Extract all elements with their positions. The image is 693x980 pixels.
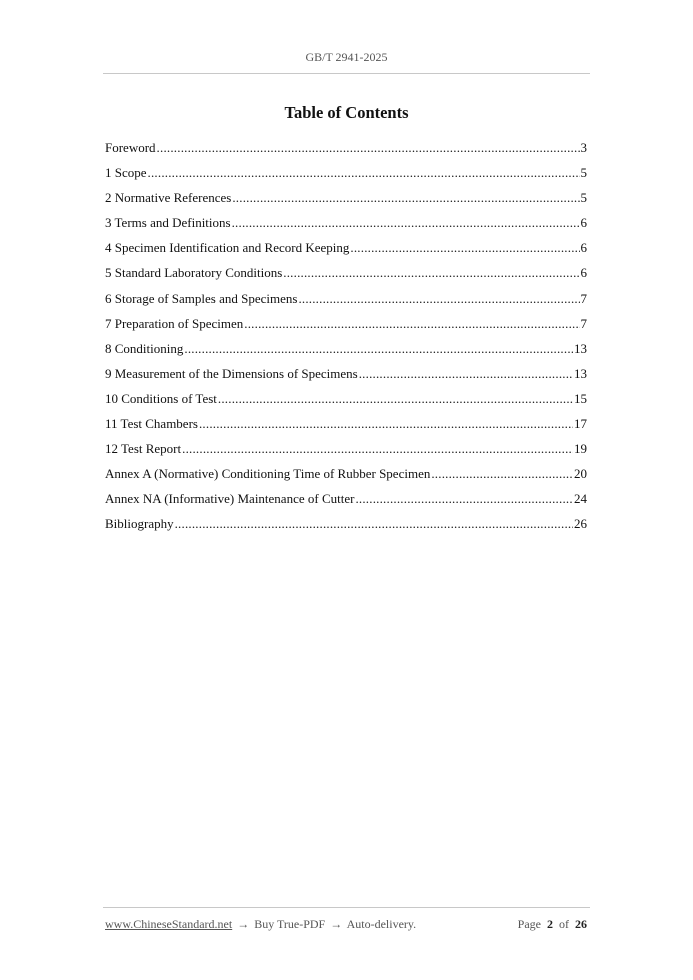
toc-entry-foreword[interactable]: [105, 140, 587, 165]
toc-entry-specimen-identification[interactable]: [105, 240, 587, 265]
dot-leader: [350, 240, 579, 256]
buy-true-pdf-text: Buy True-PDF: [254, 917, 326, 931]
page-of-word: of: [559, 917, 569, 931]
toc-entry-bibliography[interactable]: [105, 516, 587, 541]
toc-entry-label: 2 Normative References: [105, 190, 232, 206]
toc-entry-label: 12 Test Report: [105, 441, 182, 457]
page-total: 26: [575, 917, 587, 931]
toc-entry-page: 13: [574, 340, 587, 356]
toc-entry-page: 13: [574, 365, 587, 381]
dot-leader: [283, 265, 579, 281]
dot-leader: [218, 391, 573, 407]
page-current: 2: [547, 917, 553, 931]
toc-entry-normative-references[interactable]: [105, 190, 587, 215]
arrow-right-icon: →: [330, 917, 343, 931]
toc-entry-terms-and-definitions[interactable]: [105, 215, 587, 240]
toc-list: [105, 140, 587, 542]
toc-entry-preparation-of-specimen[interactable]: [105, 316, 587, 341]
toc-entry-label: 3 Terms and Definitions: [105, 215, 231, 231]
dot-leader: [199, 416, 573, 432]
toc-entry-page: 6: [580, 215, 587, 231]
toc-entry-measurement-of-dimensions[interactable]: [105, 366, 587, 391]
dot-leader: [431, 466, 573, 482]
toc-entry-page: 5: [580, 190, 587, 206]
dot-leader: [182, 441, 573, 457]
footer-promo: [105, 917, 416, 932]
dot-leader: [298, 291, 579, 307]
toc-title: Table of Contents: [284, 103, 409, 122]
toc-entry-page: 17: [574, 416, 587, 432]
toc-entry-conditioning[interactable]: [105, 341, 587, 366]
auto-delivery-text: Auto-delivery.: [346, 917, 417, 931]
toc-entry-label: 5 Standard Laboratory Conditions: [105, 265, 283, 281]
toc-entry-page: 6: [580, 240, 587, 256]
dot-leader: [184, 341, 573, 357]
toc-entry-storage-of-samples[interactable]: [105, 291, 587, 316]
dot-leader: [157, 140, 580, 156]
toc-entry-label: Bibliography: [105, 516, 174, 532]
toc-entry-page: 26: [574, 516, 587, 532]
toc-entry-page: 19: [574, 441, 587, 457]
arrow-right-icon: →: [237, 917, 250, 931]
toc-entry-page: 20: [574, 466, 587, 482]
toc-entry-label: Annex A (Normative) Conditioning Time of Rubber Specimen: [105, 466, 431, 482]
footer-divider: [103, 907, 590, 908]
dot-leader: [175, 516, 573, 532]
toc-entry-label: 1 Scope: [105, 165, 147, 181]
toc-entry-scope[interactable]: [105, 165, 587, 190]
toc-entry-page: 5: [580, 165, 587, 181]
toc-entry-label: 8 Conditioning: [105, 340, 184, 356]
header-divider: [103, 73, 590, 74]
toc-entry-label: 7 Preparation of Specimen: [105, 315, 244, 331]
toc-entry-standard-laboratory-conditions[interactable]: [105, 265, 587, 290]
toc-entry-label: 10 Conditions of Test: [105, 390, 217, 406]
dot-leader: [355, 491, 573, 507]
toc-entry-label: Annex NA (Informative) Maintenance of Cutter: [105, 491, 355, 507]
toc-entry-label: 9 Measurement of the Dimensions of Specimens: [105, 365, 358, 381]
site-link[interactable]: www.ChineseStandard.net: [105, 917, 233, 931]
toc-entry-page: 7: [580, 315, 587, 331]
dot-leader: [232, 215, 580, 231]
toc-entry-annex-na[interactable]: [105, 491, 587, 516]
toc-entry-test-chambers[interactable]: [105, 416, 587, 441]
dot-leader: [232, 190, 579, 206]
page-word: Page: [517, 917, 541, 931]
toc-entry-conditions-of-test[interactable]: [105, 391, 587, 416]
toc-entry-page: 6: [580, 265, 587, 281]
page-number: [518, 917, 587, 932]
dot-leader: [359, 366, 573, 382]
toc-entry-label: 11 Test Chambers: [105, 416, 198, 432]
toc-entry-page: 7: [580, 290, 587, 306]
toc-entry-page: 15: [574, 390, 587, 406]
toc-entry-page: 3: [580, 140, 587, 155]
dot-leader: [244, 316, 579, 332]
toc-entry-label: 4 Specimen Identification and Record Keeping: [105, 240, 350, 256]
toc-entry-page: 24: [574, 491, 587, 507]
toc-entry-label: 6 Storage of Samples and Specimens: [105, 290, 298, 306]
toc-entry-label: Foreword: [105, 140, 156, 155]
page-header-standard-code: GB/T 2941-2025: [305, 50, 388, 64]
toc-entry-test-report[interactable]: [105, 441, 587, 466]
dot-leader: [148, 165, 580, 181]
toc-entry-annex-a[interactable]: [105, 466, 587, 491]
